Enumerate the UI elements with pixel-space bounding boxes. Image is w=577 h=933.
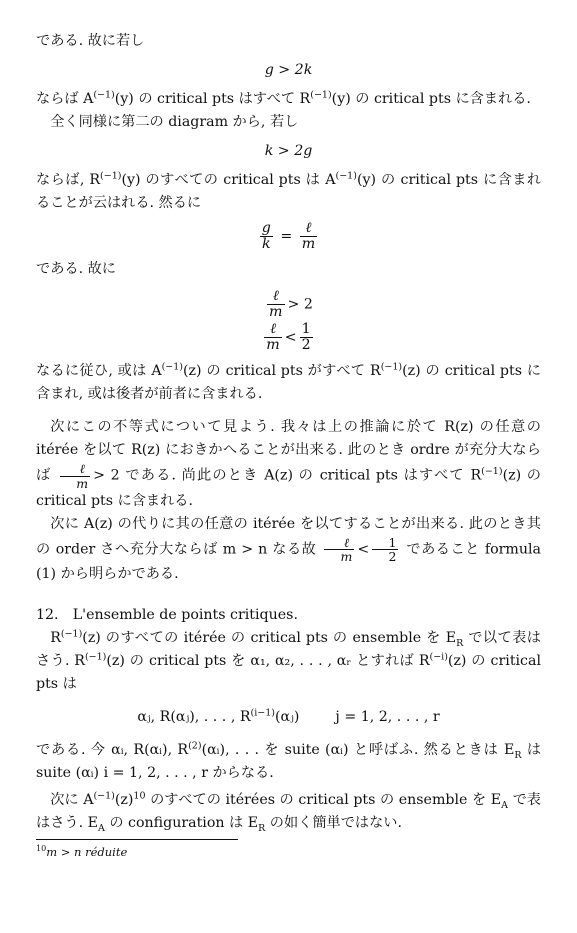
footnote-marker: 10 — [36, 844, 47, 854]
paragraph-9 — [36, 627, 541, 696]
text: である. 故に — [36, 260, 116, 277]
superscript: (−1) — [481, 466, 503, 478]
fraction — [300, 221, 317, 252]
fraction — [324, 536, 354, 563]
text: であること formula (1) から明らかである. — [36, 541, 542, 582]
numerator: ℓ — [300, 221, 317, 237]
text: ならば, R — [36, 172, 101, 188]
math: (αⱼ) — [275, 708, 300, 725]
text: ならば A — [36, 91, 94, 107]
equals-sign: = — [280, 228, 293, 245]
text: (y) の critical pts はすべて R — [114, 91, 311, 107]
text: (z) の critical pts がすべて R — [183, 363, 381, 380]
numerator: 1 — [301, 320, 311, 337]
superscript: (−1) — [335, 170, 357, 182]
relation: > 2 — [287, 296, 313, 313]
paragraph-5 — [36, 258, 541, 281]
fraction — [60, 462, 90, 489]
numerator: ℓ — [60, 462, 90, 476]
inequality-2 — [36, 322, 541, 353]
text: のすべての itérées の critical pts の ensemble を E — [150, 791, 502, 808]
text: (y) のすべての critical pts は A — [121, 172, 336, 188]
superscript: (−1) — [161, 361, 183, 373]
text: なるに従ひ, 或は A — [36, 363, 162, 380]
superscript: (−1) — [380, 361, 403, 373]
paragraph-11 — [36, 789, 541, 835]
text: (αᵢ), . . . を suite (αᵢ) と呼ばふ. 然るときは E — [201, 741, 515, 758]
text: 次にこの不等式について見よう. 我々は上の推論に於て R(z) の任意の itérée を以て R(z) におきかへることが出来る. 此のとき ordre が充分大ならば — [36, 419, 541, 485]
paragraph-1 — [36, 30, 541, 53]
denominator: 2 — [388, 548, 397, 564]
equation-alpha-sequence — [36, 706, 541, 729]
numerator: ℓ — [324, 536, 354, 550]
paragraph-6 — [36, 360, 541, 406]
text: の configuration は E — [109, 814, 259, 831]
footnote — [36, 843, 541, 862]
paragraph-10 — [36, 739, 541, 785]
footnote-marker: 10 — [133, 790, 146, 802]
subscript: R — [258, 822, 266, 834]
equation-g-gt-2k — [36, 59, 541, 82]
inequality-1 — [36, 289, 541, 320]
text: > 2 である. 尚此のとき A(z) の critical pts はすべて R — [93, 468, 482, 485]
superscript: (−1) — [310, 89, 332, 101]
denominator: k — [261, 235, 271, 252]
fraction — [264, 322, 281, 353]
equation-k-gt-2g — [36, 140, 541, 163]
text: 次に A — [50, 791, 94, 808]
text: 次に A(z) の代りに其の任意の itérée を以てすることが出来る. 此のとき其の order さへ充分大ならば m > n なる故 — [36, 515, 541, 558]
denominator: 2 — [301, 336, 311, 353]
superscript: (−1) — [93, 790, 115, 802]
denominator: m — [266, 336, 280, 353]
equation-g-over-k — [36, 221, 541, 252]
superscript: (i−1) — [250, 707, 275, 719]
denominator: m — [301, 235, 316, 252]
superscript: (−1) — [84, 651, 107, 663]
superscript: (−1) — [100, 170, 122, 182]
denominator: m — [76, 475, 89, 491]
text: (z) の critical pts に含まれ, 或は後者が前者に含まれる. — [36, 363, 541, 403]
denominator: m — [269, 303, 283, 320]
fraction — [372, 536, 398, 563]
relation: < — [284, 329, 297, 346]
text: の如く簡単ではない. — [269, 814, 402, 831]
text: (z) の critical pts に含まれる. — [36, 468, 541, 509]
index-range: j = 1, 2, . . . , r — [335, 708, 440, 725]
text: である. 故に若し — [36, 33, 145, 49]
denominator: m — [340, 548, 353, 564]
superscript: (−1) — [60, 628, 83, 640]
page — [36, 30, 541, 862]
paragraph-2 — [36, 88, 541, 111]
subscript: A — [97, 822, 105, 834]
fraction — [267, 289, 284, 320]
text: (z) — [114, 791, 134, 808]
paragraph-4 — [36, 169, 541, 215]
subscript: R — [456, 637, 464, 649]
footnote-rule — [36, 839, 238, 840]
numerator: g — [261, 220, 271, 236]
text: (z) の critical pts は — [36, 652, 541, 692]
inequalities — [36, 289, 541, 353]
paragraph-8 — [36, 513, 541, 586]
text: は suite (αᵢ) i = 1, 2, . . . , r からなる. — [36, 741, 542, 781]
text: R — [50, 629, 61, 646]
text: (z) の critical pts を α₁, α₂, . . . , αᵣ とすれば R — [106, 652, 430, 669]
superscript: (−i) — [429, 651, 448, 663]
text: で表はさう. E — [36, 791, 541, 831]
text: である. 今 αᵢ, R(αᵢ), R — [36, 741, 189, 758]
paragraph-3 — [36, 111, 541, 134]
numerator: ℓ — [264, 322, 281, 338]
math: αⱼ, R(αⱼ), . . . , R — [137, 708, 251, 725]
fraction — [300, 322, 313, 353]
fraction — [260, 221, 273, 252]
section-title — [36, 604, 541, 627]
subscript: R — [514, 749, 522, 761]
text: 全く同様に第二の diagram から, 若し — [50, 114, 299, 130]
footnote-text: m > n réduite — [46, 844, 128, 859]
superscript: (2) — [188, 740, 202, 752]
heading: 12. L'ensemble de points critiques. — [36, 606, 298, 623]
relation: < — [357, 541, 370, 558]
subscript: A — [501, 799, 508, 811]
paragraph-7 — [36, 416, 541, 512]
math: k > 2g — [264, 143, 313, 159]
text: (y) の critical pts に含まれる. — [331, 91, 531, 107]
text: (y) の critical pts に含まれることが云はれる. 然るに — [36, 172, 542, 211]
superscript: (−1) — [93, 89, 115, 101]
text: (z) のすべての itérée の critical pts の ensemble を E — [82, 629, 457, 646]
numerator: 1 — [372, 536, 398, 550]
numerator: ℓ — [267, 289, 284, 305]
text: で以て表はさう. R — [36, 629, 541, 669]
math: g > 2k — [264, 62, 313, 78]
